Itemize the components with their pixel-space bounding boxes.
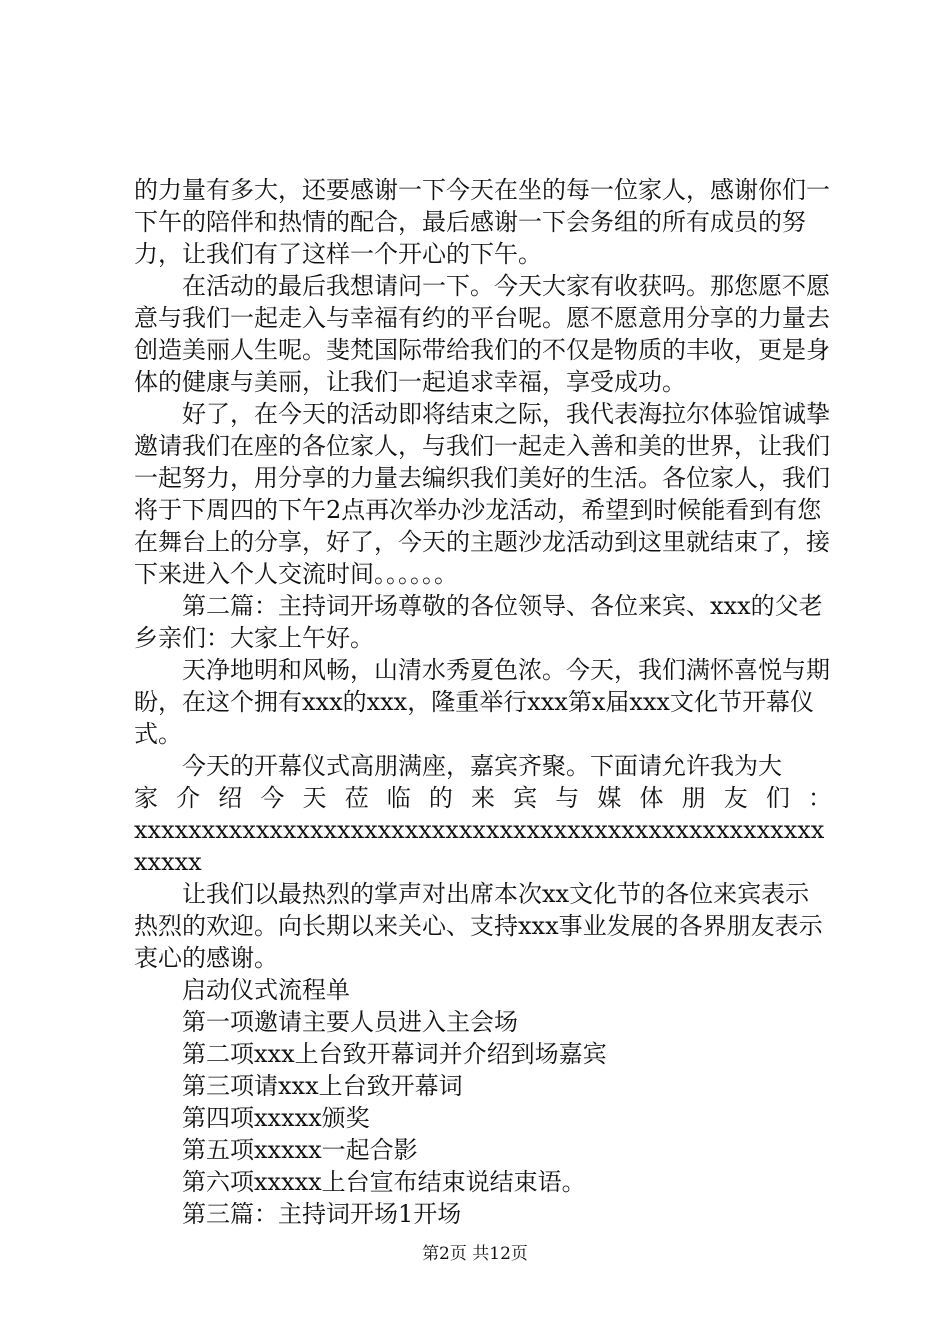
list-item: 第四项xxxxx颁奖: [182, 1104, 370, 1132]
document-body: [134, 174, 832, 1230]
list-item: 第二项xxx上台致开幕词并介绍到场嘉宾: [182, 1040, 607, 1068]
list-item: 第一项邀请主要人员进入主会场: [182, 1008, 518, 1036]
page-number-footer: 第2页 共12页: [422, 1244, 528, 1264]
list-item: 第五项xxxxx一起合影: [182, 1136, 418, 1164]
list-title: 启动仪式流程单: [182, 976, 350, 1004]
paragraph-part-two-opening: 第二篇：主持词开场尊敬的各位领导、各位来宾、xxx的父老乡亲们：大家上午好。: [134, 592, 823, 652]
list-item: 第三项请xxx上台致开幕词: [182, 1072, 463, 1100]
paragraph-question: 在活动的最后我想请问一下。今天大家有收获吗。那您愿不愿意与我们一起走入与幸福有约的平台呢。愿不愿意用分享的力量去创造美丽人生呢。斐梵国际带给我们的不仅是物质的丰收，更是身体的健康与美丽，让我们一起追求幸福，享受成功。: [134, 272, 830, 396]
paragraph-guests-intro-line2: 家介绍今天莅临的来宾与媒体朋友们：: [134, 784, 832, 812]
paragraph-guests-intro-line1: 今天的开幕仪式高朋满座，嘉宾齐聚。下面请允许我为大: [182, 752, 782, 780]
paragraph-thanks: 的力量有多大，还要感谢一下今天在坐的每一位家人，感谢你们一下午的陪伴和热情的配合，最后感谢一下会务组的所有成员的努力，让我们有了这样一个开心的下午。: [134, 176, 830, 268]
paragraph-guests-placeholder: xxxxxxxxxxxxxxxxxxxxxxxxxxxxxxxxxxxxxxxxxxxxxxxxxxxxxxxx: [134, 816, 825, 876]
section-heading: 第三篇：主持词开场1开场: [182, 1200, 462, 1228]
list-item: 第六项xxxxx上台宣布结束说结束语。: [182, 1168, 586, 1196]
paragraph-welcome: 让我们以最热烈的掌声对出席本次xx文化节的各位来宾表示热烈的欢迎。向长期以来关心、支持xxx事业发展的各界朋友表示衷心的感谢。: [134, 880, 823, 972]
paragraph-opening-ceremony: 天净地明和风畅，山清水秀夏色浓。今天，我们满怀喜悦与期盼，在这个拥有xxx的xxx，隆重举行xxx第x届xxx文化节开幕仪式。: [134, 656, 830, 748]
paragraph-invitation: 好了，在今天的活动即将结束之际，我代表海拉尔体验馆诚挚邀请我们在座的各位家人，与我们一起走入善和美的世界，让我们一起努力，用分享的力量去编织我们美好的生活。各位家人，我们将于下周四的下午2点再次举办沙龙活动，希望到时候能看到有您在舞台上的分享，好了，今天的主题沙龙活动到这里就结束了，接下来进入个人交流时间。。。。。。: [134, 400, 830, 588]
